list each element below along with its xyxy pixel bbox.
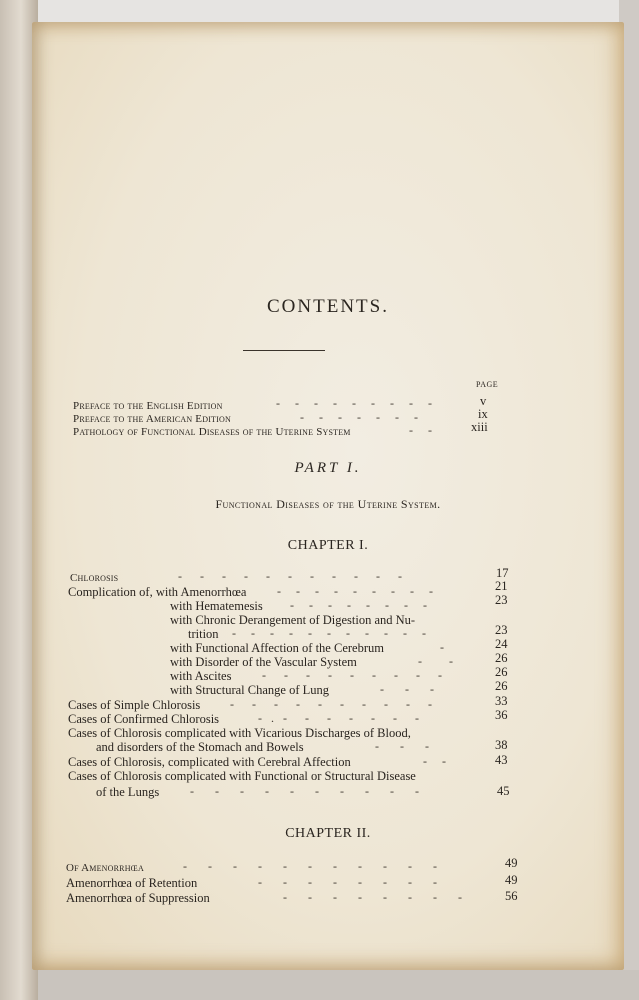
page-column-header: PAGE [476, 380, 499, 389]
leader-dots: - - - - - - - - [290, 598, 427, 612]
background-bottom [0, 970, 639, 1000]
leader-dots: - - - - - - - - - - - [178, 569, 402, 583]
leader-dots: - - [423, 754, 446, 768]
toc-entry-page: 23 [495, 593, 508, 607]
chapter-heading: CHAPTER I. [287, 538, 369, 553]
toc-entry-label: with Functional Affection of the Cerebrum [170, 641, 384, 655]
part-heading: PART I. [294, 460, 362, 476]
toc-entry-page: 33 [495, 694, 508, 708]
toc-entry-page: 49 [505, 873, 518, 887]
toc-entry-page: 24 [495, 637, 508, 651]
toc-entry-page: 23 [495, 623, 508, 637]
toc-entry-label: and disorders of the Stomach and Bowels [96, 740, 304, 754]
leader-dots: - [440, 640, 444, 654]
leader-dots: - - - - - - - - [258, 875, 437, 889]
leader-dots: - - - - - - - - - [262, 668, 442, 682]
leader-dots: - . - - - - - - - [258, 711, 419, 725]
toc-entry-label: Amenorrhœa of Suppression [66, 891, 210, 905]
toc-entry-page: 26 [495, 651, 508, 665]
toc-entry-page: 43 [495, 753, 508, 767]
toc-entry-label: Of Amenorrhœa [66, 862, 144, 874]
toc-entry-page: 38 [495, 738, 508, 752]
toc-entry-label: Cases of Confirmed Chlorosis [68, 712, 220, 726]
leader-dots: - - - [375, 739, 429, 753]
chapter-heading: CHAPTER II. [285, 826, 371, 841]
front-matter-label: Pathology of Functional Diseases of the Uterine System [73, 426, 351, 438]
title-rule [243, 350, 325, 351]
leader-dots: - - - - - - - - - - [230, 697, 432, 711]
front-matter-label: Preface to the American Edition [73, 413, 231, 425]
leader-dots: - - - - - - - - - - [190, 784, 419, 798]
toc-entry-label: with Disorder of the Vascular System [170, 655, 357, 669]
toc-entry-label: with Structural Change of Lung [170, 683, 329, 697]
toc-entry-label: Cases of Simple Chlorosis [68, 698, 201, 712]
toc-entry-page: 26 [495, 679, 508, 693]
leader-dots: - - - - - - - - - [276, 396, 432, 410]
toc-entry-label: Complication of, with Amenorrhœa [68, 585, 247, 599]
leader-dots: - - - - - - - [300, 410, 418, 424]
toc-entry-label: Chlorosis [70, 572, 119, 584]
toc-entry-label: Cases of Chlorosis, complicated with Cerebral Affection [68, 755, 351, 769]
toc-entry-page: 56 [505, 889, 518, 903]
toc-entry-page: 26 [495, 665, 508, 679]
toc-entry-page: 36 [495, 708, 508, 722]
toc-entry-page: 21 [495, 579, 508, 593]
front-matter-page: xiii [471, 420, 488, 434]
toc-entry-label: of the Lungs [96, 785, 160, 799]
toc-entry-page: 49 [505, 856, 518, 870]
toc-entry-label: trition [188, 627, 219, 641]
toc-entry-page: 17 [496, 566, 509, 580]
leader-dots: - - - [380, 682, 434, 696]
toc-entry-label: with Ascites [170, 669, 232, 683]
toc-entry-label: with Chronic Derangement of Digestion and Nu- [170, 613, 416, 627]
leader-dots: - - [409, 423, 432, 437]
leader-dots: - - - - - - - - - - - [183, 859, 437, 873]
leader-dots: - - - - - - - - - - - [232, 626, 426, 640]
toc-entry-label: with Hematemesis [170, 599, 263, 613]
leader-dots: - - - - - - - - [283, 890, 462, 904]
toc-entry-label: Cases of Chlorosis complicated with Vicarious Discharges of Blood, [68, 726, 411, 740]
front-matter-page: v [480, 394, 487, 408]
front-matter-page: ix [478, 407, 488, 421]
leader-dots: - - - - - - - - - [277, 584, 433, 598]
part-subtitle: Functional Diseases of the Uterine System. [215, 497, 441, 511]
front-matter-label: Preface to the English Edition [73, 400, 223, 412]
toc-entry-label: Cases of Chlorosis complicated with Functional or Structural Disease [68, 769, 416, 783]
toc-entry-page: 45 [497, 784, 510, 798]
toc-entry-label: Amenorrhœa of Retention [66, 876, 198, 890]
leader-dots: - - [418, 654, 453, 668]
page-title: CONTENTS. [267, 296, 389, 317]
